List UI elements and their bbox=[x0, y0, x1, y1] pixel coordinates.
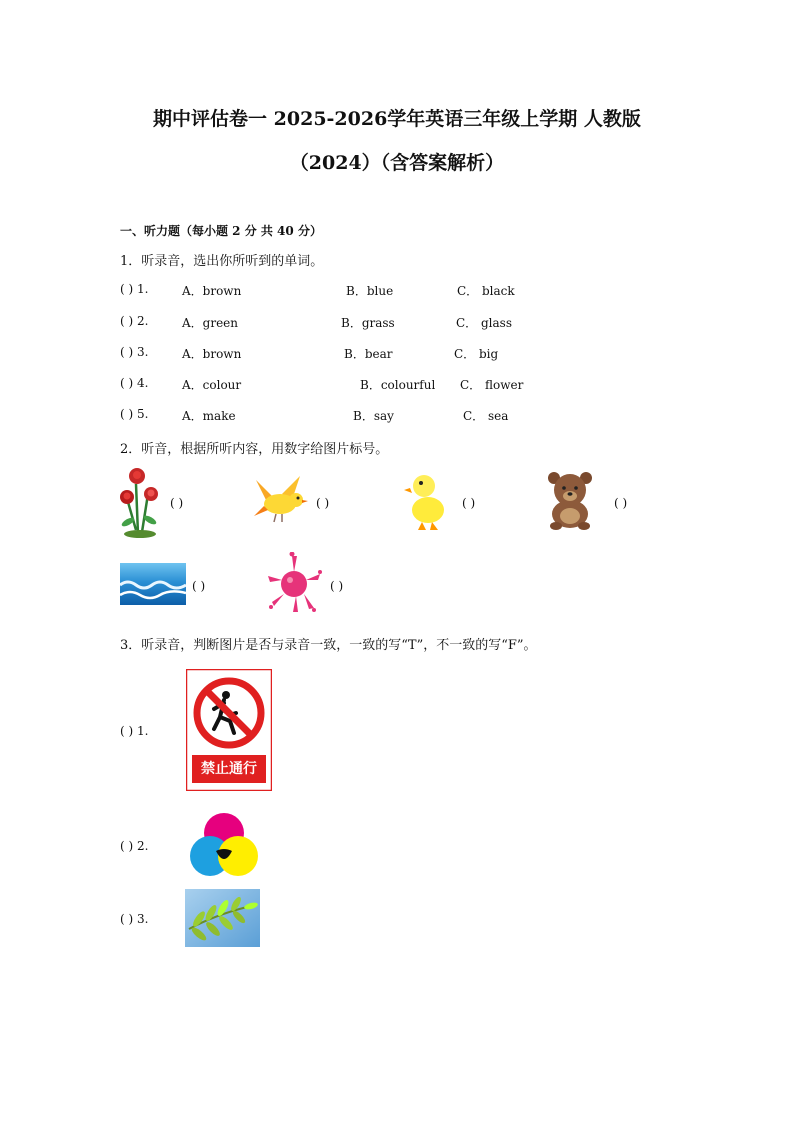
question-3-prompt: 3．听录音，判断图片是否与录音一致，一致的写“T”，不一致的写“F”。 bbox=[120, 638, 537, 653]
q1-item-4-option-a: A．colour bbox=[182, 378, 242, 392]
q1-item-5-option-c: C． sea bbox=[463, 409, 509, 423]
q1-item-3-option-a: A．brown bbox=[182, 347, 242, 361]
q1-item-3-option-c: C． big bbox=[454, 347, 499, 361]
question-1-prompt: 1．听录音，选出你所听到的单词。 bbox=[120, 254, 324, 269]
q2-blank-pink: ( ) bbox=[330, 579, 344, 593]
q1-item-4-number: ( ) 4. bbox=[120, 376, 149, 390]
color-circles-icon bbox=[188, 811, 260, 879]
green-leaf-icon bbox=[185, 889, 260, 947]
q1-item-1-option-c: C． black bbox=[457, 284, 515, 298]
q1-item-5-option-a: A．make bbox=[182, 409, 236, 423]
q1-item-4-option-b: B．colourful bbox=[360, 378, 436, 392]
question-2-prompt: 2．听音，根据所听内容，用数字给图片标号。 bbox=[120, 442, 389, 457]
q1-item-2-option-b: B．grass bbox=[341, 316, 395, 330]
q2-blank-sea: ( ) bbox=[192, 579, 206, 593]
q1-item-2-option-c: C． glass bbox=[456, 316, 512, 330]
q1-item-2-option-a: A．green bbox=[182, 316, 239, 330]
q3-item-3-number: ( ) 3. bbox=[120, 912, 149, 926]
q1-item-1-option-a: A．brown bbox=[182, 284, 242, 298]
q1-item-1-number: ( ) 1. bbox=[120, 282, 149, 296]
q2-blank-bird: ( ) bbox=[316, 496, 330, 510]
sea-waves-icon bbox=[120, 563, 186, 605]
q1-item-3-option-b: B．bear bbox=[344, 347, 393, 361]
q2-blank-rose: ( ) bbox=[170, 496, 184, 510]
document-title-line2: （2024）（含答案解析） bbox=[289, 152, 505, 174]
q1-item-4-option-c: C． flower bbox=[460, 378, 524, 392]
q1-item-5-option-b: B．say bbox=[353, 409, 394, 423]
section-heading-listening: 一、听力题（每小题 2 分 共 40 分） bbox=[120, 224, 322, 238]
q1-item-2-number: ( ) 2. bbox=[120, 314, 149, 328]
duck-icon bbox=[404, 468, 450, 534]
no-entry-sign-text: 禁止通行 bbox=[201, 761, 257, 777]
rose-icon bbox=[118, 464, 164, 538]
q2-blank-duck: ( ) bbox=[462, 496, 476, 510]
q3-item-1-number: ( ) 1. bbox=[120, 724, 149, 738]
bird-icon bbox=[252, 474, 310, 526]
q3-item-2-number: ( ) 2. bbox=[120, 839, 149, 853]
teddy-bear-icon bbox=[544, 470, 596, 530]
q1-item-3-number: ( ) 3. bbox=[120, 345, 149, 359]
document-title-line1: 期中评估卷一 2025-2026学年英语三年级上学期 人教版 bbox=[153, 108, 641, 130]
q1-item-1-option-b: B．blue bbox=[346, 284, 394, 298]
pink-paint-splash-icon bbox=[266, 552, 322, 614]
q2-blank-bear: ( ) bbox=[614, 496, 628, 510]
q1-item-5-number: ( ) 5. bbox=[120, 407, 149, 421]
